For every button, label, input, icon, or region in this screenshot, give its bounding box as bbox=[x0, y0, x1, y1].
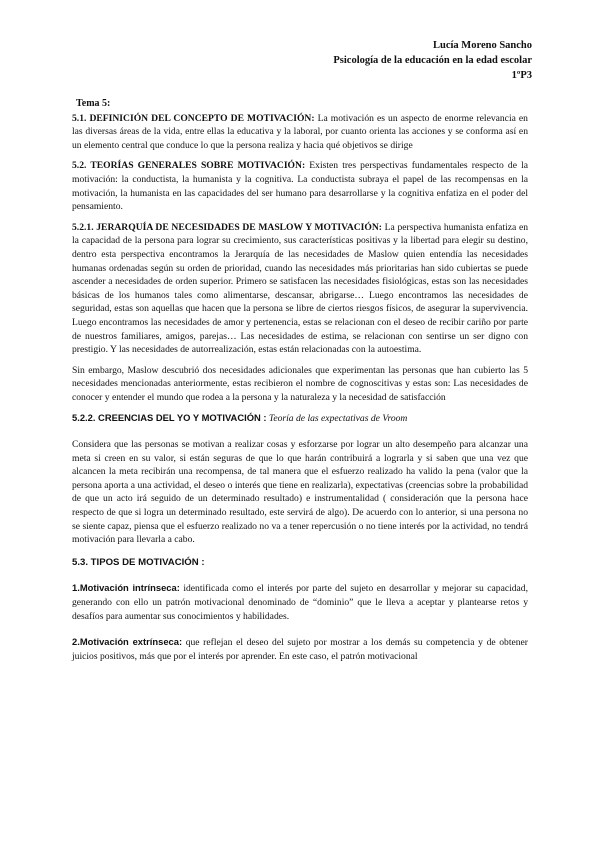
group-code: 1ºP3 bbox=[511, 70, 532, 81]
section-heading: 5.1. DEFINICIÓN DEL CONCEPTO DE MOTIVACIÓN: bbox=[72, 112, 315, 124]
author-name: Lucía Moreno Sancho bbox=[433, 40, 532, 51]
section-5-3-heading: 5.3. TIPOS DE MOTIVACIÓN : bbox=[72, 556, 205, 568]
section-body: La perspectiva humanista enfatiza en la capacidad de la persona para lograr su crecimiento, sus características positivas y la libertad para elegir su destino, dentro esta perspectiva encontramos la Jerarquía de las necesidades de Maslow quien entendía las necesidades humanas ordenadas según su orden de prioridad, cuando las necesidades más prioritarias han sido cubiertas se puede ascender a necesidades de orden superior. Primero se satisfacen las necesidades fisiológicas, estas son las necesidades básicas de los humanos tales como alimentarse, descansar, abrigarse… Luego encontramos las necesidades de seguridad, estas son aquellas que hacen que la persona se libre de ciertos riesgos físicos, de asegurar la supervivencia. Luego encontramos las necesidades de amor y pertenencia, estas se relacionan con el deseo de recibir cariño por parte de nuestros familiares, amigos, parejas… Las necesidades de estima, se relacionan con sentirse un ser digno con prestigio. Y las necesidades de autorrealización, estas están relacionadas con la autoestima. bbox=[72, 221, 529, 356]
motivation-type-intrinsic bbox=[72, 581, 528, 623]
section-5-2-2-body: Considera que las personas se motivan a realizar cosas y esforzarse por lograr un alto desempeño para alcanzar una meta si creen en su valor, si están seguras de que lo que harán contribuirá a lograrla y si saben que una vez que alcancen la meta recibirán una recompensa, de tal manera que el esfuerzo realizado ha valido la pena (valor que la persona aporta a una actividad, el deseo o interés que tiene en realizarla), expectativas (creencias sobre la probabilidad de que un acto irá seguido de un determinado resultado) e instrumentalidad ( consideración que la persona hace respecto de que si logra un determinado resultado, este servirá de algo). De acuerdo con lo anterior, si una persona no se siente capaz, piensa que el esfuerzo realizado no va a tener repercusión o no tiene interés por la actividad, no tendrá motivación para llevarla a cabo. bbox=[72, 439, 528, 546]
document-body bbox=[72, 97, 528, 670]
item-body: identificada como el interés por parte del sujeto en desarrollar y mejorar su capacidad, generando con ello un patrón motivacional denominado de “dominio” que le lleva a aceptar y plantearse retos y desafíos para aumentar sus conocimientos y habilidades. bbox=[72, 583, 529, 622]
section-heading: 5.2.1. JERARQUÍA DE NECESIDADES DE MASLOW Y MOTIVACIÓN: bbox=[72, 221, 383, 233]
section-5-1 bbox=[72, 112, 528, 153]
tema-label: Tema 5: bbox=[76, 98, 111, 109]
item-label: 2.Motivación extrínseca: bbox=[72, 636, 183, 648]
page-header bbox=[333, 38, 532, 83]
item-body: que reflejan el deseo del sujeto por mostrar a los demás su competencia y de obtener juicios positivos, más que por el interés por aprender. En este caso, el patrón motivacional bbox=[72, 637, 528, 662]
motivation-type-extrinsic bbox=[72, 635, 528, 663]
section-5-2-2-heading bbox=[72, 411, 528, 426]
item-label: 1.Motivación intrínseca: bbox=[72, 582, 180, 594]
section-5-2 bbox=[72, 159, 528, 213]
section-body: Existen tres perspectivas fundamentales respecto de la motivación: la conductista, la humanista y la cognitiva. La conductista subraya el papel de las recompensas en la motivación, la humanista en las capacidades del ser humano para desarrollarse y la cognitiva enfatiza en el poder del pensamiento. bbox=[72, 160, 529, 213]
section-subtitle: Teoría de las expectativas de Vroom bbox=[266, 413, 408, 425]
section-5-2-1 bbox=[72, 221, 528, 357]
section-body: La motivación es un aspecto de enorme relevancia en las diversas áreas de la vida, entre ellas la educativa y la laboral, por cuanto orienta las acciones y se conforma así en un elemento central que conduce lo que la persona realiza y hacia qué objetivos se dirige bbox=[72, 112, 528, 151]
section-5-2-1-continued: Sin embargo, Maslow descubrió dos necesidades adicionales que experimentan las personas que han cubierto las 5 necesidades mencionadas anteriormente, estas recibieron el nombre de cognoscitivas y estas son: Las necesidades de conocer y entender el mundo que rodea a la persona y la naturaleza y la necesidad de satisfacción bbox=[72, 364, 528, 403]
course-name: Psicología de la educación en la edad escolar bbox=[333, 55, 532, 66]
section-heading: 5.2.2. CREENCIAS DEL YO Y MOTIVACIÓN : bbox=[72, 412, 267, 424]
section-heading: 5.2. TEORÍAS GENERALES SOBRE MOTIVACIÓN: bbox=[72, 160, 306, 172]
